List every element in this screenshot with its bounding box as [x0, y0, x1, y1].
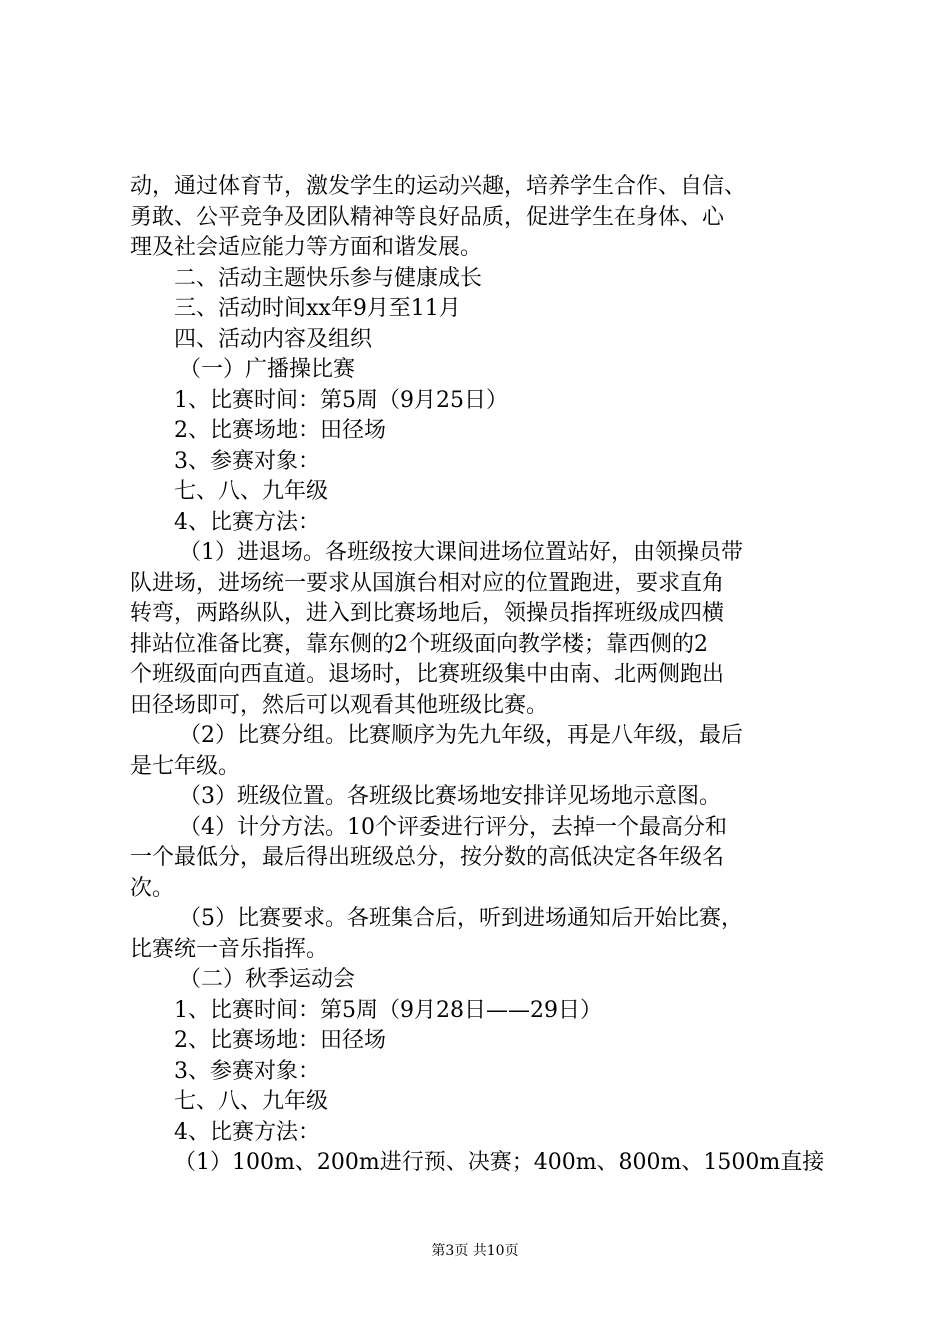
- page-number-footer: 第3页 共10页: [431, 1243, 519, 1259]
- list-item: 七、八、九年级: [174, 479, 329, 504]
- text-line: 是七年级。: [130, 753, 241, 779]
- section-heading-content: 四、活动内容及组织: [174, 326, 373, 352]
- list-item: 1、比赛时间：第5周（9月25日）: [174, 387, 508, 413]
- text-line: （5）比赛要求。各班集合后，听到进场通知后开始比赛，: [179, 906, 743, 931]
- list-item: 七、八、九年级: [174, 1089, 329, 1114]
- text-line: 一个最低分，最后得出班级总分，按分数的高低决定各年级名: [130, 845, 725, 870]
- subsection-heading-sports-meet: （二）秋季运动会: [179, 967, 356, 992]
- text-line: （2）比赛分组。比赛顺序为先九年级，再是八年级，最后: [179, 723, 743, 748]
- section-heading-time: 三、活动时间xx年9月至11月: [174, 296, 461, 321]
- text-line: （1）100m、200m进行预、决赛；400m、800m、1500m直接: [174, 1150, 825, 1175]
- text-line: 个班级面向西直道。退场时，比赛班级集中由南、北两侧跑出: [130, 662, 725, 687]
- text-line: 比赛统一音乐指挥。: [130, 936, 329, 962]
- list-item: 2、比赛场地：田径场: [174, 1028, 386, 1053]
- text-line: 次。: [130, 875, 175, 901]
- text-line: （1）进退场。各班级按大课间进场位置站好，由领操员带: [179, 540, 743, 565]
- list-item: 3、参赛对象：: [174, 1058, 320, 1084]
- text-line: （3）班级位置。各班级比赛场地安排详见场地示意图。: [179, 784, 721, 809]
- list-item: 3、参赛对象：: [174, 448, 320, 474]
- text-line-2: 勇敢、公平竞争及团队精神等良好品质，促进学生在身体、心: [130, 204, 725, 230]
- list-item: 2、比赛场地：田径场: [174, 418, 386, 443]
- section-heading-theme: 二、活动主题快乐参与健康成长: [174, 265, 483, 291]
- text-line-1: 动，通过体育节，激发学生的运动兴趣，培养学生合作、自信、: [130, 174, 747, 199]
- text-line: 队进场，进场统一要求从国旗台相对应的位置跑进，要求直角: [130, 570, 725, 596]
- text-line: 转弯，两路纵队，进入到比赛场地后，领操员指挥班级成四横: [130, 601, 725, 626]
- text-line: （4）计分方法。10个评委进行评分，去掉一个最高分和: [179, 814, 727, 840]
- list-item: 4、比赛方法：: [174, 509, 320, 535]
- document-body: [130, 172, 832, 1179]
- text-line: 田径场即可，然后可以观看其他班级比赛。: [130, 692, 549, 718]
- list-item: 1、比赛时间：第5周（9月28日——29日）: [174, 997, 602, 1023]
- list-item: 4、比赛方法：: [174, 1119, 320, 1145]
- text-line: 排站位准备比赛，靠东侧的2个班级面向教学楼；靠西侧的2: [130, 631, 708, 657]
- subsection-heading-broadcast-exercise: （一）广播操比赛: [179, 357, 356, 382]
- text-line-3: 理及社会适应能力等方面和谐发展。: [130, 235, 483, 260]
